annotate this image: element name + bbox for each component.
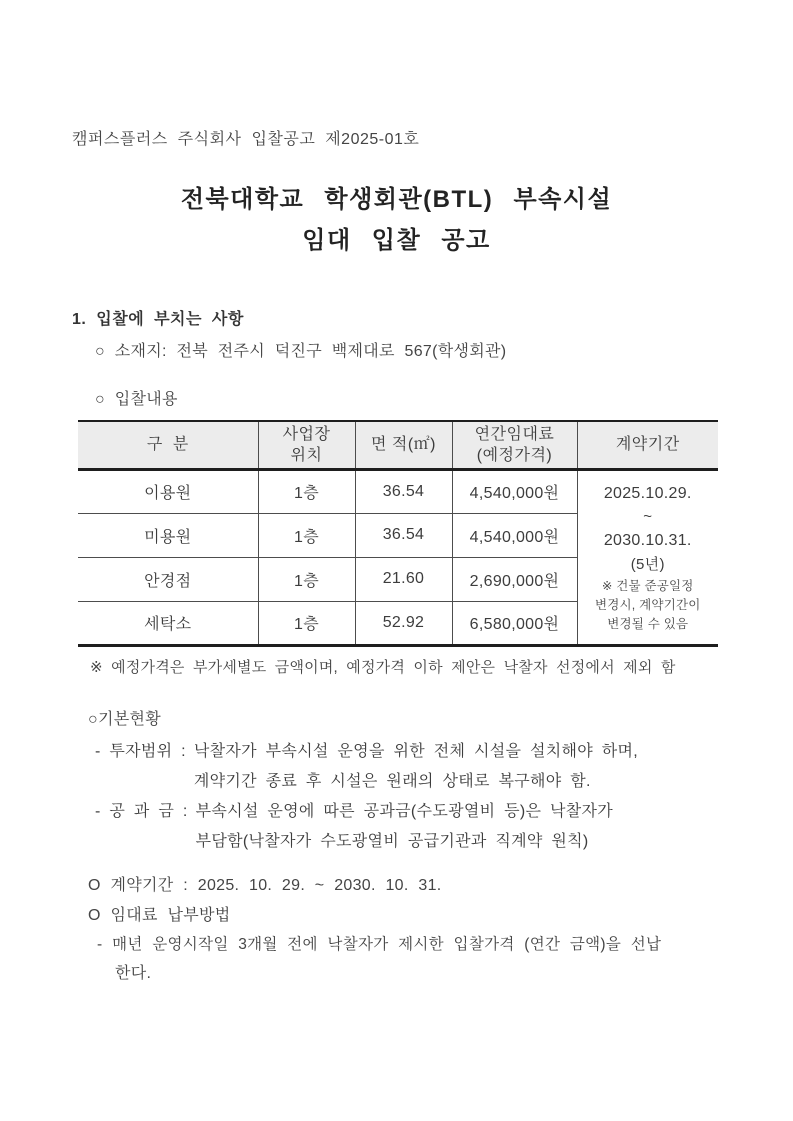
cell-contract-period [577, 469, 718, 645]
payment-method-line1: - 매년 운영시작일 3개월 전에 낙찰자가 제시한 입찰가격 (연간 금액)을 선납 [97, 936, 662, 953]
doc-number: 캠퍼스플러스 주식회사 입찰공고 제2025-01호 [72, 131, 420, 148]
payment-method-heading: O 임대료 납부방법 [88, 907, 231, 924]
cell-area: 21.60 [355, 557, 452, 601]
cell-floor: 1층 [258, 557, 355, 601]
cell-rent: 4,540,000원 [452, 469, 577, 513]
investment-scope-line1: 낙찰자가 부속시설 운영을 위한 전체 시설을 설치해야 하며, [193, 743, 638, 760]
cell-category: 이용원 [78, 469, 258, 513]
cell-area: 36.54 [355, 469, 452, 513]
contract-period-line: O 계약기간 : 2025. 10. 29. ~ 2030. 10. 31. [88, 877, 442, 894]
utility-label: - 공 과 금 : [95, 803, 188, 820]
cell-floor: 1층 [258, 601, 355, 645]
cell-area: 36.54 [355, 513, 452, 557]
cell-category: 세탁소 [78, 601, 258, 645]
investment-scope-item [95, 737, 735, 797]
utility-text [196, 797, 613, 857]
page-title-line1: 전북대학교 학생회관(BTL) 부속시설 [180, 186, 613, 213]
utility-line2: 부담함(낙찰자가 수도광열비 공급기관과 직계약 원칙) [195, 833, 589, 850]
payment-method-line2: 한다. [115, 965, 152, 982]
period-tilde: ~ [643, 507, 653, 525]
bid-table [78, 420, 719, 647]
page-title [0, 179, 793, 261]
location-line: ○ 소재지: 전북 전주시 덕진구 백제대로 567(학생회관) [95, 343, 507, 360]
col-header-location-line1: 사업장 [282, 425, 331, 443]
cell-rent: 2,690,000원 [452, 557, 577, 601]
col-header-rent-line2: (예정가격) [476, 446, 553, 464]
basic-status-heading: ○기본현황 [88, 711, 161, 728]
col-header-period: 계약기간 [577, 421, 718, 469]
table-header-row [78, 421, 718, 469]
period-note-line2: 변경시, 계약기간이 [594, 597, 701, 612]
price-note: ※ 예정가격은 부가세별도 금액이며, 예정가격 이하 제안은 낙찰자 선정에서 제외 함 [90, 659, 676, 676]
section1-heading: 1. 입찰에 부치는 사항 [72, 311, 244, 328]
investment-scope-label: - 투자범위 : [95, 743, 186, 760]
cell-rent: 4,540,000원 [452, 513, 577, 557]
col-header-location [258, 421, 355, 469]
col-header-rent [452, 421, 577, 469]
col-header-category: 구 분 [78, 421, 258, 469]
cell-area: 52.92 [355, 601, 452, 645]
page-title-line2: 임대 입찰 공고 [302, 227, 491, 254]
table-row [78, 469, 718, 513]
cell-floor: 1층 [258, 513, 355, 557]
cell-category: 안경점 [78, 557, 258, 601]
investment-scope-text [194, 737, 638, 797]
col-header-rent-line1: 연간임대료 [474, 425, 555, 443]
col-header-area: 면 적(㎡) [355, 421, 452, 469]
period-note-line3: 변경될 수 있음 [607, 616, 689, 631]
col-header-location-line2: 위치 [290, 446, 323, 464]
period-note-line1: ※ 건물 준공일정 [601, 578, 694, 593]
period-end: 2030.10.31. [603, 531, 692, 549]
utility-line1: 부속시설 운영에 따른 공과금(수도광열비 등)은 낙찰자가 [195, 803, 613, 820]
cell-rent: 6,580,000원 [452, 601, 577, 645]
period-duration: (5년) [630, 555, 665, 573]
investment-scope-line2: 계약기간 종료 후 시설은 원래의 상태로 복구해야 함. [193, 773, 591, 790]
cell-category: 미용원 [78, 513, 258, 557]
bid-content-label: ○ 입찰내용 [95, 391, 178, 408]
period-start: 2025.10.29. [603, 484, 692, 502]
cell-floor: 1층 [258, 469, 355, 513]
utility-item [95, 797, 735, 857]
